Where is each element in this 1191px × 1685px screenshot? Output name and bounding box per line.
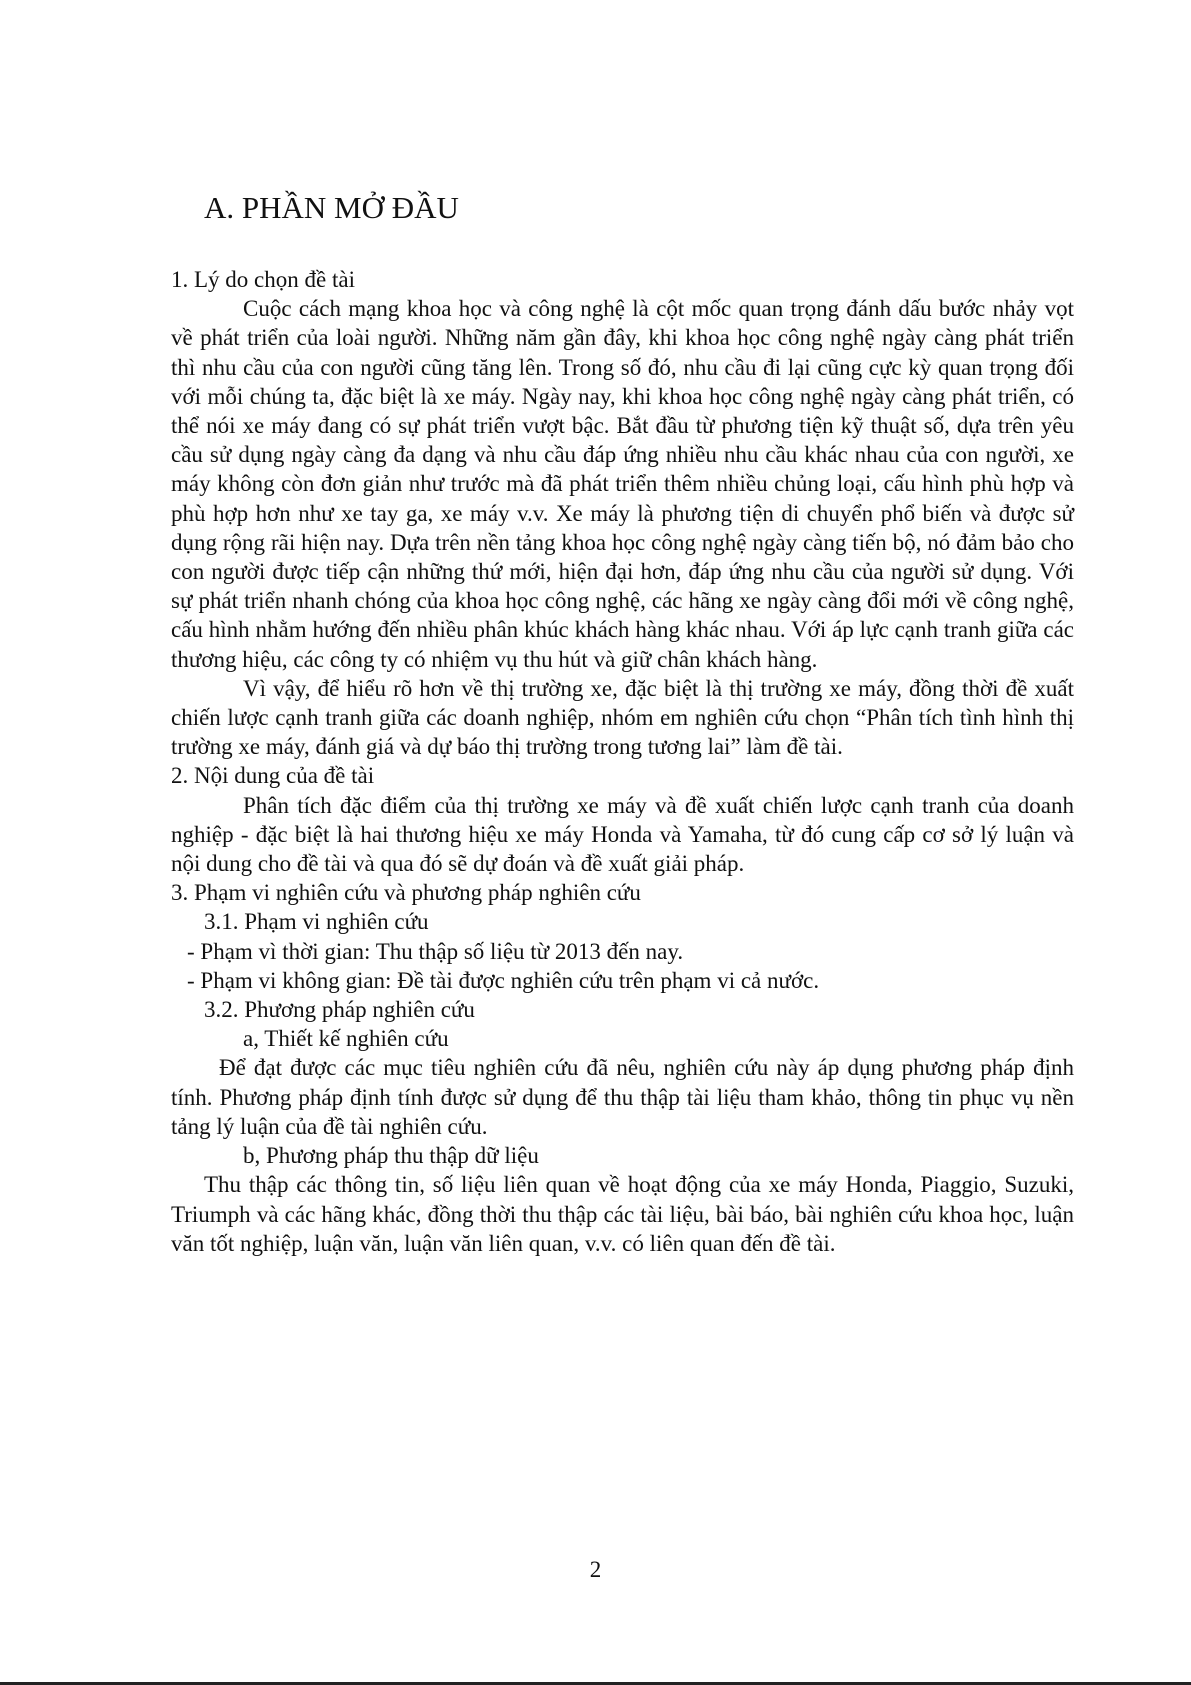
page-title: A. PHẦN MỞ ĐẦU [204, 190, 459, 225]
subsection-heading-3-2: 3.2. Phương pháp nghiên cứu [204, 997, 475, 1023]
section-heading-2: 2. Nội dung của đề tài [171, 763, 375, 789]
paragraph: Để đạt được các mục tiêu nghiên cứu đã nêu, nghiên cứu này áp dụng phương pháp định tính. Phương pháp định tính được sử dụng để thu thập tài liệu tham khảo, thông tin phục vụ nền tảng lý luận của đề tài nghiên cứu. [171, 1055, 1074, 1139]
section-heading-1: 1. Lý do chọn đề tài [171, 267, 355, 292]
list-item: - Phạm vì thời gian: Thu thập số liệu từ 2013 đến nay. [187, 938, 684, 964]
document-body [171, 265, 1074, 1258]
paragraph: Vì vậy, để hiểu rõ hơn về thị trường xe, đặc biệt là thị trường xe máy, đồng thời đề xuất chiến lược cạnh tranh giữa các doanh nghiệp, nhóm em nghiên cứu chọn “Phân tích tình hình thị trường xe máy, đánh giá và dự báo thị trường trong tương lai” làm đề tài. [171, 675, 1074, 760]
page-number: 2 [589, 1557, 602, 1582]
section-heading-3: 3. Phạm vi nghiên cứu và phương pháp nghiên cứu [171, 880, 641, 906]
subsubsection-heading-a: a, Thiết kế nghiên cứu [243, 1026, 449, 1052]
subsubsection-heading-b: b, Phương pháp thu thập dữ liệu [243, 1143, 539, 1169]
subsection-heading-3-1: 3.1. Phạm vi nghiên cứu [204, 909, 429, 935]
list-item: - Phạm vi không gian: Đề tài được nghiên cứu trên phạm vi cả nước. [187, 967, 820, 993]
paragraph: Thu thập các thông tin, số liệu liên quan về hoạt động của xe máy Honda, Piaggio, Suzuki, Triumph và các hãng khác, đồng thời thu thập các tài liệu, bài báo, bài nghiên cứu khoa học, luận văn tốt nghiệp, luận văn, luận văn liên quan, v.v. có liên quan đến đề tài. [171, 1172, 1074, 1256]
paragraph: Phân tích đặc điểm của thị trường xe máy và đề xuất chiến lược cạnh tranh của doanh nghiệp - đặc biệt là hai thương hiệu xe máy Honda và Yamaha, từ đó cung cấp cơ sở lý luận và nội dung cho đề tài và qua đó sẽ dự đoán và đề xuất giải pháp. [171, 792, 1074, 877]
paragraph: Cuộc cách mạng khoa học và công nghệ là cột mốc quan trọng đánh dấu bước nhảy vọt về phát triển của loài người. Những năm gần đây, khi khoa học công nghệ ngày càng phát triển thì nhu cầu của con người cũng tăng lên. Trong số đó, nhu cầu đi lại cũng cực kỳ quan trọng đối với mỗi chúng ta, đặc biệt là xe máy. Ngày nay, khi khoa học công nghệ ngày càng phát triển, có thể nói xe máy đang có sự phát triển vượt bậc. Bắt đầu từ phương tiện kỹ thuật số, dựa trên yêu cầu sử dụng ngày càng đa dạng và nhu cầu đáp ứng nhiều nhu cầu khác nhau của con người, xe máy không còn đơn giản như trước mà đã phát triển thêm nhiều chủng loại, cấu hình phù hợp và phù hợp hơn như xe tay ga, xe máy v.v. Xe máy là phương tiện di chuyển phổ biến và được sử dụng rộng rãi hiện nay. Dựa trên nền tảng khoa học công nghệ ngày càng tiến bộ, nó đảm bảo cho con người được tiếp cận những thứ mới, hiện đại hơn, đáp ứng nhu cầu của người sử dụng. Với sự phát triển nhanh chóng của khoa học công nghệ, các hãng xe ngày càng đổi mới về công nghệ, cấu hình nhằm hướng đến nhiều phân khúc khách hàng khác nhau. Với áp lực cạnh tranh giữa các thương hiệu, các công ty có nhiệm vụ thu hút và giữ chân khách hàng. [171, 296, 1074, 672]
